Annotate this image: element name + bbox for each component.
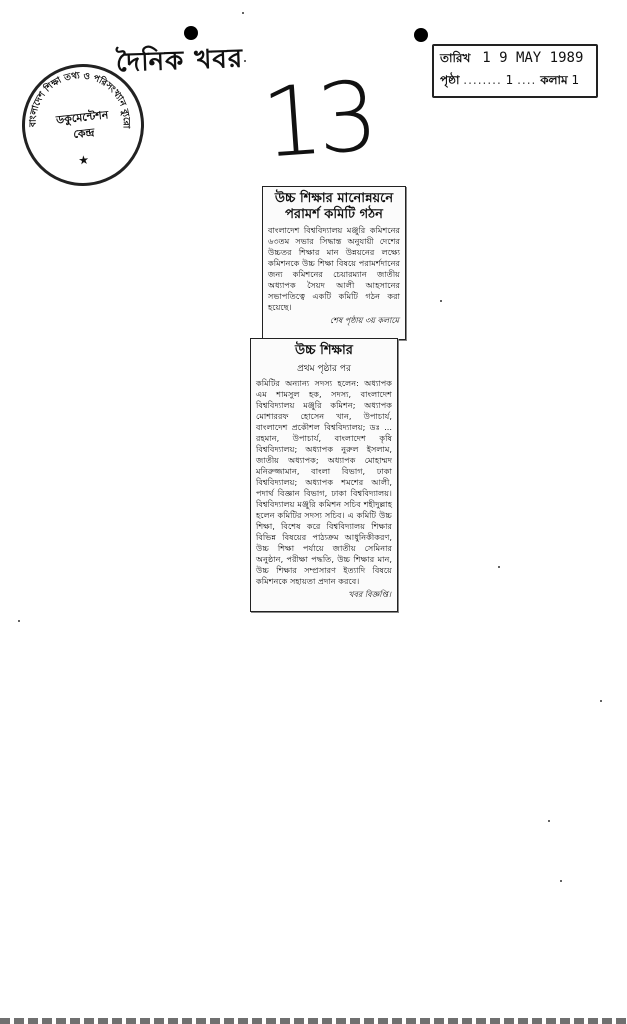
article-continuation-subhead: প্রথম পৃষ্ঠার পর <box>297 364 351 374</box>
handwritten-number: 13 <box>258 60 376 180</box>
column-value: 1 <box>571 73 580 87</box>
page-row <box>440 72 579 92</box>
article-continuation-headline: উচ্চ শিক্ষার <box>295 343 353 358</box>
article-source: খবর বিজ্ঞপ্তি। <box>348 590 391 599</box>
date-row <box>440 50 583 70</box>
svg-text:★: ★ <box>77 152 90 168</box>
seal-ring-text: বাংলাদেশ শিক্ষা তথ্য ও পরিসংখ্যান ব্যুরো <box>28 71 131 129</box>
scan-speck <box>18 620 20 622</box>
punch-hole-right <box>414 28 428 42</box>
page-dots: ........ <box>463 73 502 87</box>
date-value: 1 9 MAY 1989 <box>482 50 584 66</box>
column-label: কলাম <box>540 73 568 87</box>
date-label: তারিখ <box>440 51 471 65</box>
page-value: 1 <box>505 73 514 87</box>
seal-center-line2: কেন্দ্র <box>72 125 96 142</box>
column-dots: .... <box>517 73 537 87</box>
scan-bottom-edge <box>0 1018 627 1024</box>
article-clipping-part2 <box>250 338 398 612</box>
seal-center-line1: ডকুমেন্টেশন <box>55 108 109 127</box>
page-label: পৃষ্ঠা <box>440 73 460 87</box>
scan-speck <box>560 880 562 882</box>
scan-speck <box>440 300 442 302</box>
scan-speck <box>244 60 246 62</box>
date-stamp <box>432 44 598 98</box>
article-clipping-part1 <box>262 186 406 340</box>
article-headline: উচ্চ শিক্ষার মানোন্নয়নে পরামর্শ কমিটি গঠন <box>274 191 394 222</box>
scan-speck <box>600 700 602 702</box>
article-continued-note: শেষ পৃষ্ঠায় ৩য় কলামে <box>329 316 399 325</box>
scan-speck <box>498 566 500 568</box>
punch-hole-left <box>184 26 198 40</box>
article-continuation-body: কমিটির অন্যান্য সদস্য হলেন: অধ্যাপক এম শামসুল হক, সদস্য, বাংলাদেশ বিশ্ববিদ্যালয় মঞ্জুরি কমিশন; অধ্যাপক মোশাররফ হোসেন খান, উপাচার্য, বাংলাদেশ প্রকৌশল বিশ্ববিদ্যালয়; ডঃ ... রহমান, উপাচার্য, বাংলাদেশ কৃষি বিশ্ববিদ্যালয়; অধ্যাপক নুরুল ইসলাম, জাতীয় অধ্যাপক; অধ্যাপক মোহাম্মদ মনিরুজ্জামান, বাংলা বিভাগ, ঢাকা বিশ্ববিদ্যালয়; অধ্যাপক শমশের আলী, পদার্থ বিজ্ঞান বিভাগ, ঢাকা বিশ্ববিদ্যালয়। বিশ্ববিদ্যালয় মঞ্জুরি কমিশন সচিব শহীদুল্লাহ হলেন কমিটির সদস্য সচিব। এ কমিটি উচ্চ শিক্ষা, বিশেষ করে বিশ্ববিদ্যালয় শিক্ষার বিভিন্ন বিষয়ের পাঠ্যক্রম আধুনিকীকরণ, উচ্চ শিক্ষা পর্যায়ে জাতীয় সেমিনার অনুষ্ঠান, পরীক্ষা পদ্ধতি, উচ্চ শিক্ষার মান, উচ্চ শিক্ষার সম্প্রসারণ ইত্যাদি বিষয়ে কমিশনকে সহায়তা প্রদান করবে। <box>256 378 392 586</box>
documentation-seal <box>16 58 150 192</box>
scan-speck <box>242 12 244 14</box>
scan-speck <box>548 820 550 822</box>
newspaper-name: দৈনিক খবর <box>115 43 244 79</box>
article-body: বাংলাদেশ বিশ্ববিদ্যালয় মঞ্জুরি কমিশনের ৬৩তম সভার সিদ্ধান্ত অনুযায়ী দেশের উচ্চতর শিক্ষার মান উন্নয়নের লক্ষ্যে কমিশনকে উচ্চ শিক্ষা বিষয়ে পরামর্শদানের জন্য কমিশনের চেয়ারম্যান জাতীয় অধ্যাপক সৈয়দ আলী আহসানের সভাপতিত্বে একটি কমিটি গঠন করা হয়েছে। <box>268 225 400 312</box>
